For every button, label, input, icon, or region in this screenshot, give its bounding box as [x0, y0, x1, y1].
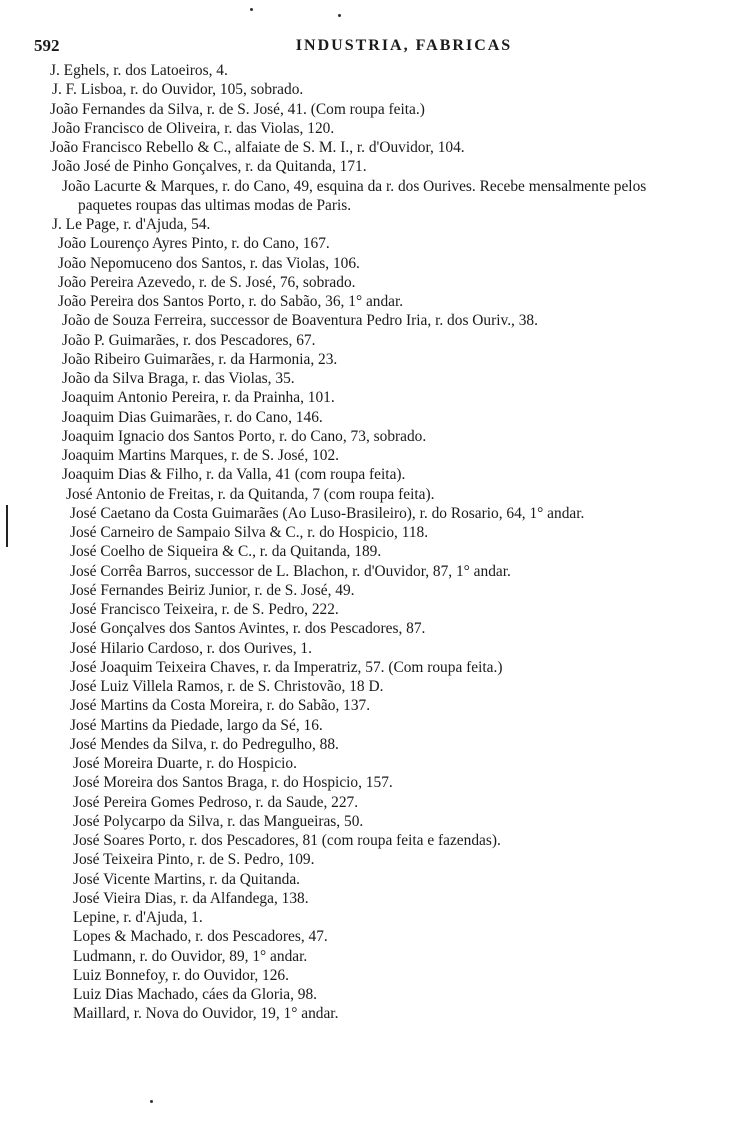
directory-list — [50, 61, 700, 1024]
directory-entry: José Soares Porto, r. dos Pescadores, 81 (com roupa feita e fazendas). — [73, 832, 501, 849]
directory-entry: José Caetano da Costa Guimarães (Ao Luso-Brasileiro), r. do Rosario, 64, 1° andar. — [70, 504, 585, 522]
scan-speck — [338, 14, 341, 17]
directory-entry: Maillard, r. Nova do Ouvidor, 19, 1° andar. — [73, 1005, 339, 1023]
directory-entry: João da Silva Braga, r. das Violas, 35. — [62, 370, 295, 387]
directory-entry: J. Le Page, r. d'Ajuda, 54. — [52, 216, 211, 233]
directory-entry: José Luiz Villela Ramos, r. de S. Christovão, 18 D. — [70, 678, 384, 695]
directory-entry: Joaquim Dias Guimarães, r. do Cano, 146. — [62, 408, 323, 426]
directory-entry: José Joaquim Teixeira Chaves, r. da Imperatriz, 57. (Com roupa feita.) — [70, 658, 503, 676]
directory-entry: José Moreira dos Santos Braga, r. do Hospicio, 157. — [73, 774, 393, 792]
directory-entry: João Lacurte & Marques, r. do Cano, 49, esquina da r. dos Ourives. Recebe mensalmente pelos paquetes roupas das ultimas modas de Paris. — [62, 177, 647, 214]
directory-entry: José Vieira Dias, r. da Alfandega, 138. — [73, 889, 309, 907]
directory-entry: José Coelho de Siqueira & C., r. da Quitanda, 189. — [70, 543, 382, 561]
directory-entry: João Nepomuceno dos Santos, r. das Violas, 106. — [58, 254, 360, 272]
running-head: INDUSTRIA, FABRICAS — [295, 37, 513, 54]
directory-entry: J. F. Lisboa, r. do Ouvidor, 105, sobrado. — [52, 81, 304, 99]
directory-entry: José Pereira Gomes Pedroso, r. da Saude, 227. — [73, 793, 359, 811]
directory-entry: Joaquim Antonio Pereira, r. da Prainha, 101. — [62, 389, 335, 407]
directory-entry: João Lourenço Ayres Pinto, r. do Cano, 167. — [58, 235, 330, 253]
directory-entry: José Corrêa Barros, successor de L. Blachon, r. d'Ouvidor, 87, 1° andar. — [70, 562, 511, 580]
directory-entry: Ludmann, r. do Ouvidor, 89, 1° andar. — [73, 947, 308, 965]
directory-entry: João Pereira Azevedo, r. de S. José, 76, sobrado. — [58, 273, 356, 291]
directory-entry: José Hilario Cardoso, r. dos Ourives, 1. — [70, 639, 312, 657]
directory-entry: José Mendes da Silva, r. do Pedregulho, 88. — [70, 735, 339, 753]
directory-entry: José Martins da Costa Moreira, r. do Sabão, 137. — [70, 697, 371, 715]
directory-entry: José Moreira Duarte, r. do Hospicio. — [73, 755, 297, 772]
page-header — [34, 36, 714, 58]
directory-entry: José Vicente Martins, r. da Quitanda. — [73, 870, 301, 888]
directory-entry: João de Souza Ferreira, successor de Boaventura Pedro Iria, r. dos Ouriv., 38. — [62, 312, 538, 330]
directory-entry: João Pereira dos Santos Porto, r. do Sabão, 36, 1° andar. — [58, 293, 404, 310]
directory-entry: José Carneiro de Sampaio Silva & C., r. do Hospicio, 118. — [70, 524, 429, 541]
directory-entry: J. Eghels, r. dos Latoeiros, 4. — [50, 62, 228, 79]
directory-entry: Lopes & Machado, r. dos Pescadores, 47. — [73, 928, 328, 946]
directory-entry: José Teixeira Pinto, r. de S. Pedro, 109. — [73, 851, 315, 869]
directory-entry: Joaquim Martins Marques, r. de S. José, 102. — [62, 447, 340, 464]
directory-entry: José Martins da Piedade, largo da Sé, 16. — [70, 716, 323, 734]
directory-entry: José Polycarpo da Silva, r. das Mangueiras, 50. — [73, 812, 364, 830]
directory-entry: José Fernandes Beiriz Junior, r. de S. José, 49. — [70, 581, 355, 599]
directory-entry: João Francisco Rebello & C., alfaiate de S. M. I., r. d'Ouvidor, 104. — [50, 139, 465, 156]
directory-entry: João Ribeiro Guimarães, r. da Harmonia, 23. — [62, 350, 338, 368]
scan-speck — [250, 8, 253, 11]
directory-entry: Joaquim Dias & Filho, r. da Valla, 41 (com roupa feita). — [62, 466, 406, 484]
directory-entry: João Fernandes da Silva, r. de S. José, 41. (Com roupa feita.) — [50, 100, 425, 118]
directory-entry: Luiz Dias Machado, cáes da Gloria, 98. — [73, 986, 318, 1003]
directory-entry: José Francisco Teixeira, r. de S. Pedro, 222. — [70, 601, 339, 618]
directory-entry: João Francisco de Oliveira, r. das Violas, 120. — [52, 119, 335, 137]
scan-speck — [150, 1100, 153, 1103]
directory-entry: Luiz Bonnefoy, r. do Ouvidor, 126. — [73, 966, 289, 984]
directory-entry: José Antonio de Freitas, r. da Quitanda, 7 (com roupa feita). — [66, 485, 435, 503]
directory-entry: Joaquim Ignacio dos Santos Porto, r. do Cano, 73, sobrado. — [62, 427, 427, 445]
directory-entry: José Gonçalves dos Santos Avintes, r. dos Pescadores, 87. — [70, 620, 426, 638]
directory-entry: Lepine, r. d'Ajuda, 1. — [73, 909, 203, 926]
directory-entry: João José de Pinho Gonçalves, r. da Quitanda, 171. — [52, 158, 367, 176]
directory-entry: João P. Guimarães, r. dos Pescadores, 67. — [62, 331, 316, 349]
margin-scan-mark — [6, 505, 8, 547]
page-number: 592 — [34, 36, 60, 55]
